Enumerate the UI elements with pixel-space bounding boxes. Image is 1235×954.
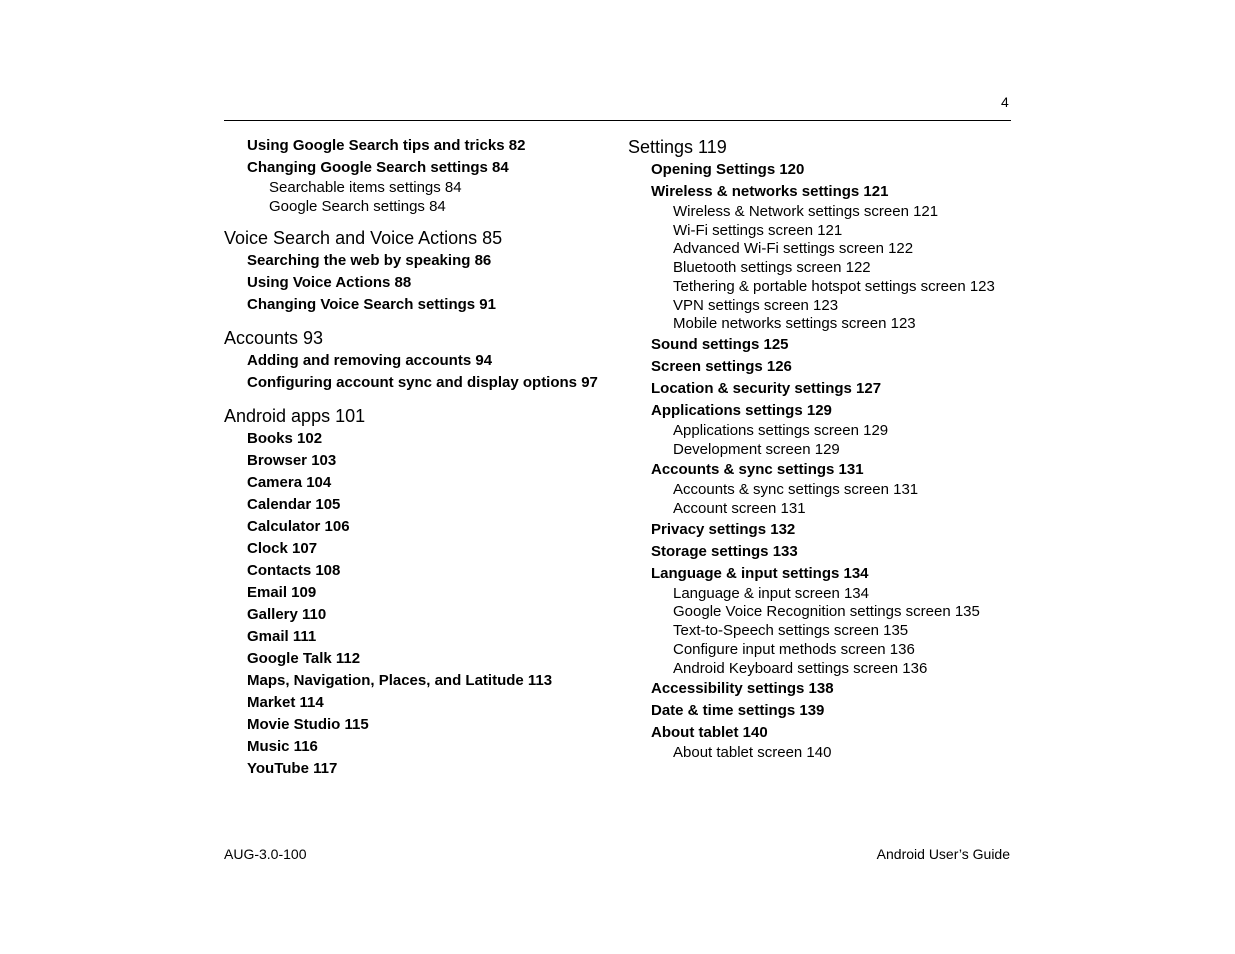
toc-subsection-entry: Adding and removing accounts 94: [247, 352, 493, 370]
toc-subsection-entry: Storage settings 133: [651, 542, 798, 560]
toc-topic-entry: Wi-Fi settings screen 121: [673, 221, 843, 239]
toc-subsection-entry: Gmail 111: [247, 628, 317, 646]
toc-subsection-entry: About tablet 140: [651, 724, 768, 742]
toc-topic-entry: Google Voice Recognition settings screen 135: [673, 603, 980, 621]
toc-subsection-entry: Privacy settings 132: [651, 520, 796, 538]
toc-subsection-entry: Accessibility settings 138: [651, 680, 834, 698]
toc-subsection-entry: Applications settings 129: [651, 401, 832, 419]
footer-doc-id: AUG-3.0-100: [224, 846, 307, 862]
toc-subsection-entry: YouTube 117: [247, 760, 338, 778]
toc-subsection-entry: Contacts 108: [247, 562, 341, 580]
toc-subsection-entry: Searching the web by speaking 86: [247, 252, 492, 270]
toc-subsection-entry: Using Google Search tips and tricks 82: [247, 137, 526, 154]
toc-topic-entry: Account screen 131: [673, 500, 806, 518]
toc-subsection-entry: Using Voice Actions 88: [247, 274, 412, 292]
toc-topic-entry: VPN settings screen 123: [673, 296, 839, 314]
toc-topic-entry: Wireless & Network settings screen 121: [673, 203, 939, 220]
toc-subsection-entry: Screen settings 126: [651, 357, 792, 375]
toc-subsection-entry: Browser 103: [247, 452, 337, 470]
toc-subsection-entry: Camera 104: [247, 474, 332, 492]
toc-subsection-entry: Music 116: [247, 738, 318, 756]
toc-topic-entry: Advanced Wi-Fi settings screen 122: [673, 240, 914, 258]
toc-topic-entry: Applications settings screen 129: [673, 421, 889, 439]
toc-topic-entry: Bluetooth settings screen 122: [673, 259, 871, 277]
toc-subsection-entry: Clock 107: [247, 540, 318, 558]
toc-left-column: [224, 135, 619, 780]
toc-topic-entry: Language & input screen 134: [673, 584, 869, 602]
toc-topic-entry: Accounts & sync settings screen 131: [673, 481, 919, 499]
toc-subsection-entry: Calculator 106: [247, 518, 350, 536]
toc-subsection-entry: Language & input settings 134: [651, 564, 869, 582]
toc-subsection-entry: Gallery 110: [247, 606, 327, 624]
toc-subsection-entry: Accounts & sync settings 131: [651, 461, 864, 479]
toc-topic-entry: Android Keyboard settings screen 136: [673, 659, 928, 677]
toc-topic-entry: Google Search settings 84: [269, 197, 446, 215]
toc-subsection-entry: Calendar 105: [247, 496, 341, 514]
toc-topic-entry: Text-to-Speech settings screen 135: [673, 622, 909, 640]
toc-subsection-entry: Sound settings 125: [651, 335, 789, 353]
toc-subsection-entry: Maps, Navigation, Places, and Latitude 113: [247, 672, 553, 690]
toc-topic-entry: About tablet screen 140: [673, 744, 832, 762]
toc-subsection-entry: Changing Voice Search settings 91: [247, 296, 496, 314]
page-number: 4: [1001, 94, 1009, 110]
toc-topic-entry: Configure input methods screen 136: [673, 640, 915, 658]
toc-topic-entry: Tethering & portable hotspot settings screen 123: [673, 277, 995, 295]
footer-doc-title: Android User’s Guide: [876, 846, 1010, 862]
toc-subsection-entry: Wireless & networks settings 121: [651, 183, 889, 200]
toc-subsection-entry: Date & time settings 139: [651, 702, 825, 720]
header-rule: [224, 120, 1011, 121]
toc-right-column: [628, 135, 1018, 763]
toc-subsection-entry: Market 114: [247, 694, 324, 712]
toc-subsection-entry: Changing Google Search settings 84: [247, 159, 509, 176]
toc-topic-entry: Development screen 129: [673, 440, 840, 458]
toc-section-heading: Settings 119: [628, 137, 727, 157]
toc-subsection-entry: Movie Studio 115: [247, 716, 369, 734]
toc-subsection-entry: Email 109: [247, 584, 317, 602]
toc-subsection-entry: Books 102: [247, 430, 323, 448]
toc-subsection-entry: Google Talk 112: [247, 650, 361, 668]
toc-topic-entry: Searchable items settings 84: [269, 179, 462, 196]
toc-subsection-entry: Location & security settings 127: [651, 379, 882, 397]
toc-topic-entry: Mobile networks settings screen 123: [673, 315, 916, 333]
toc-section-heading: Android apps 101: [224, 406, 366, 427]
toc-section-heading: Voice Search and Voice Actions 85: [224, 228, 503, 249]
toc-subsection-entry: Configuring account sync and display options 97: [247, 374, 598, 392]
toc-subsection-entry: Opening Settings 120: [651, 161, 805, 178]
toc-section-heading: Accounts 93: [224, 328, 324, 349]
